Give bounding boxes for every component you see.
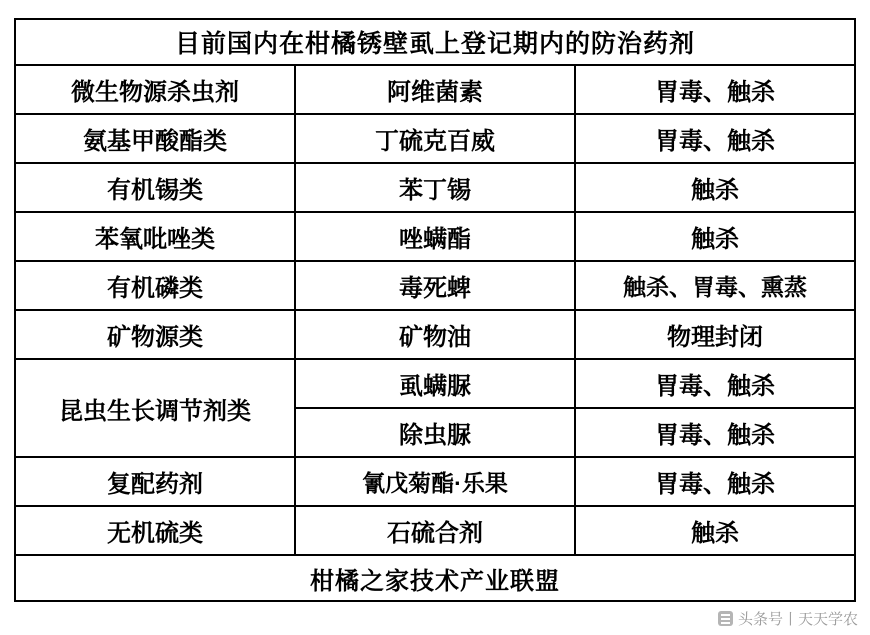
pesticide-table — [14, 18, 856, 602]
cell-category: 氨基甲酸酯类 — [15, 114, 295, 163]
cell-action: 物理封闭 — [575, 310, 855, 359]
cell-name: 阿维菌素 — [295, 65, 575, 114]
toutiao-icon — [718, 611, 733, 626]
cell-category: 无机硫类 — [15, 506, 295, 555]
cell-name: 除虫脲 — [295, 408, 575, 457]
cell-action: 触杀 — [575, 212, 855, 261]
cell-category: 矿物源类 — [15, 310, 295, 359]
watermark-text: 头条号丨天天学农 — [737, 611, 858, 628]
cell-action: 胃毒、触杀 — [575, 65, 855, 114]
table-row — [15, 359, 855, 408]
table-row — [15, 212, 855, 261]
cell-category: 苯氧吡唑类 — [15, 212, 295, 261]
table-title-row — [15, 19, 855, 65]
watermark — [718, 608, 858, 629]
cell-name: 氰戊菊酯·乐果 — [295, 457, 575, 506]
cell-action: 胃毒、触杀 — [575, 408, 855, 457]
cell-action: 胃毒、触杀 — [575, 457, 855, 506]
cell-name: 苯丁锡 — [295, 163, 575, 212]
cell-category: 昆虫生长调节剂类 — [15, 359, 295, 457]
table-row — [15, 457, 855, 506]
cell-category: 有机磷类 — [15, 261, 295, 310]
pesticide-table-container — [14, 18, 856, 602]
table-row — [15, 506, 855, 555]
cell-category: 有机锡类 — [15, 163, 295, 212]
cell-action: 触杀、胃毒、熏蒸 — [575, 261, 855, 310]
cell-action: 胃毒、触杀 — [575, 359, 855, 408]
cell-name: 石硫合剂 — [295, 506, 575, 555]
cell-category: 微生物源杀虫剂 — [15, 65, 295, 114]
cell-action: 胃毒、触杀 — [575, 114, 855, 163]
table-row — [15, 114, 855, 163]
cell-name: 虱螨脲 — [295, 359, 575, 408]
table-title: 目前国内在柑橘锈壁虱上登记期内的防治药剂 — [15, 19, 855, 65]
cell-action: 触杀 — [575, 506, 855, 555]
cell-category: 复配药剂 — [15, 457, 295, 506]
cell-name: 丁硫克百威 — [295, 114, 575, 163]
table-row — [15, 65, 855, 114]
cell-name: 唑螨酯 — [295, 212, 575, 261]
cell-action: 触杀 — [575, 163, 855, 212]
cell-name: 毒死蜱 — [295, 261, 575, 310]
table-row — [15, 261, 855, 310]
table-footer: 柑橘之家技术产业联盟 — [15, 555, 855, 601]
table-footer-row — [15, 555, 855, 601]
table-row — [15, 310, 855, 359]
cell-name: 矿物油 — [295, 310, 575, 359]
table-row — [15, 163, 855, 212]
